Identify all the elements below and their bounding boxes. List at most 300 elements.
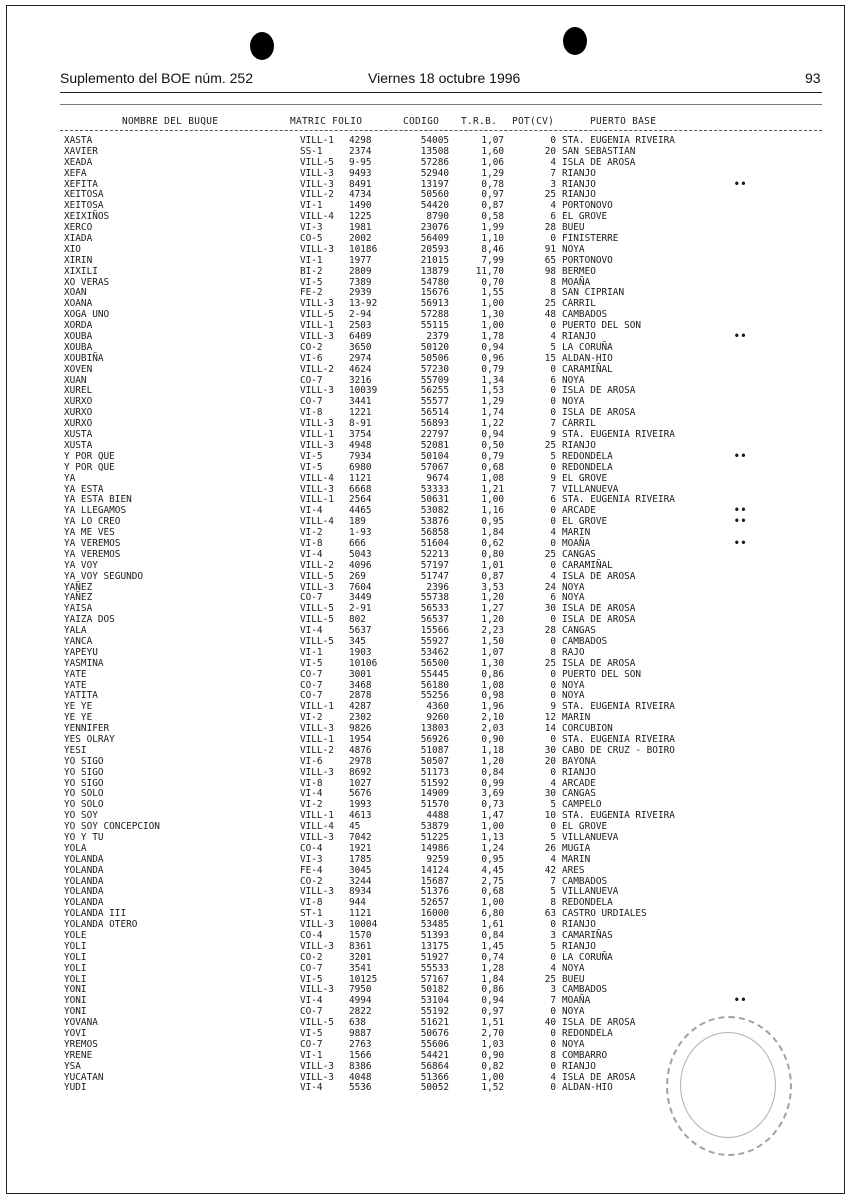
matricula: CO-5 bbox=[300, 233, 323, 245]
potencia: 10 bbox=[544, 810, 556, 822]
folio: 2374 bbox=[349, 145, 372, 157]
matricula: VI-3 bbox=[300, 222, 323, 234]
trb: 8,46 bbox=[481, 243, 504, 255]
vessel-name: YA ESTA BIEN bbox=[64, 494, 132, 506]
potencia: 0 bbox=[550, 385, 556, 397]
matricula: VILL-1 bbox=[300, 733, 334, 745]
potencia: 0 bbox=[550, 690, 556, 702]
potencia: 0 bbox=[550, 135, 556, 146]
folio: 3001 bbox=[349, 668, 372, 680]
trb: 1,99 bbox=[481, 222, 504, 234]
matricula: CO-7 bbox=[300, 668, 323, 680]
codigo: 52657 bbox=[420, 897, 449, 909]
codigo: 13803 bbox=[420, 723, 449, 735]
codigo: 51604 bbox=[420, 537, 449, 549]
codigo: 53462 bbox=[420, 646, 449, 658]
puerto-base: PORTONOVO bbox=[562, 254, 613, 266]
puerto-base: RIANJO bbox=[562, 439, 596, 451]
matricula: VI-8 bbox=[300, 407, 323, 419]
puerto-base: ISLA DE AROSA bbox=[562, 614, 636, 626]
trb: 1,84 bbox=[481, 973, 504, 985]
potencia: 0 bbox=[550, 733, 556, 745]
folio: 45 bbox=[349, 821, 361, 833]
vessel-name: YRENE bbox=[64, 1049, 93, 1061]
vessel-name: YO SOY bbox=[64, 810, 98, 822]
folio: 1-93 bbox=[349, 527, 372, 539]
puerto-base: ISLA DE AROSA bbox=[562, 570, 636, 582]
folio: 4048 bbox=[349, 1071, 372, 1083]
puerto-base: CANGAS bbox=[562, 625, 596, 637]
vessel-name: YE YE bbox=[64, 712, 93, 724]
codigo: 13879 bbox=[420, 265, 449, 277]
trb: 0,62 bbox=[481, 537, 504, 549]
matricula: VILL-3 bbox=[300, 243, 334, 255]
puerto-base: CAMBADOS bbox=[562, 309, 608, 321]
matricula: VI-4 bbox=[300, 788, 323, 800]
trb: 0,70 bbox=[481, 276, 504, 288]
trb: 0,78 bbox=[481, 178, 504, 190]
matricula: VILL-2 bbox=[300, 363, 334, 375]
matricula: VILL-3 bbox=[300, 418, 334, 430]
trb: 0,74 bbox=[481, 951, 504, 963]
codigo: 9260 bbox=[426, 712, 449, 724]
matricula: CO-7 bbox=[300, 396, 323, 408]
folio: 4994 bbox=[349, 995, 372, 1007]
matricula: VI-2 bbox=[300, 527, 323, 539]
potencia: 9 bbox=[550, 472, 556, 484]
vessel-name: YAIZA DOS bbox=[64, 614, 115, 626]
vessel-name: YESI bbox=[64, 744, 87, 756]
vessel-name: YOLI bbox=[64, 940, 87, 952]
trb: 0,86 bbox=[481, 668, 504, 680]
trb: 0,99 bbox=[481, 777, 504, 789]
codigo: 50507 bbox=[420, 755, 449, 767]
codigo: 9674 bbox=[426, 472, 449, 484]
codigo: 51747 bbox=[420, 570, 449, 582]
codigo: 9259 bbox=[426, 853, 449, 865]
potencia: 25 bbox=[544, 298, 556, 310]
codigo: 54421 bbox=[420, 1049, 449, 1061]
folio: 3541 bbox=[349, 962, 372, 974]
row-mark: •• bbox=[734, 505, 748, 517]
trb: 1,00 bbox=[481, 320, 504, 332]
puerto-base: RIANJO bbox=[562, 940, 596, 952]
folio: 5043 bbox=[349, 548, 372, 560]
folio: 8386 bbox=[349, 1060, 372, 1072]
vessel-name: YANCA bbox=[64, 635, 93, 647]
folio: 13-92 bbox=[349, 298, 378, 310]
potencia: 0 bbox=[550, 1006, 556, 1018]
folio: 1121 bbox=[349, 908, 372, 920]
vessel-name: XORDA bbox=[64, 320, 93, 332]
potencia: 20 bbox=[544, 145, 556, 157]
puerto-base: EL GROVE bbox=[562, 821, 608, 833]
codigo: 4488 bbox=[426, 810, 449, 822]
folio: 3650 bbox=[349, 341, 372, 353]
matricula: VILL-3 bbox=[300, 984, 334, 996]
trb: 1,06 bbox=[481, 156, 504, 168]
puerto-base: NOYA bbox=[562, 396, 585, 408]
matricula: VILL-3 bbox=[300, 766, 334, 778]
column-header-name: NOMBRE DEL BUQUE bbox=[122, 116, 219, 127]
folio: 5536 bbox=[349, 1082, 372, 1094]
vessel-name: XERCO bbox=[64, 222, 93, 234]
codigo: 56913 bbox=[420, 298, 449, 310]
puerto-base: ALDAN-HIO bbox=[562, 352, 613, 364]
puerto-base: ISLA DE AROSA bbox=[562, 603, 636, 615]
matricula: VILL-4 bbox=[300, 211, 334, 223]
trb: 1,00 bbox=[481, 897, 504, 909]
puerto-base: RIANJO bbox=[562, 331, 596, 343]
matricula: CO-7 bbox=[300, 1038, 323, 1050]
vessel-name: XURXO bbox=[64, 407, 93, 419]
row-mark: •• bbox=[734, 537, 748, 549]
vessel-name: XURXO bbox=[64, 396, 93, 408]
folio: 1785 bbox=[349, 853, 372, 865]
trb: 1,20 bbox=[481, 755, 504, 767]
codigo: 55738 bbox=[420, 592, 449, 604]
table-row bbox=[0, 572, 853, 583]
folio: 7042 bbox=[349, 832, 372, 843]
puerto-base: VILLANUEVA bbox=[562, 832, 619, 843]
matricula: VILL-3 bbox=[300, 581, 334, 593]
trb: 0,82 bbox=[481, 1060, 504, 1072]
matricula: VI-5 bbox=[300, 450, 323, 462]
vessel-name: YO SIGO bbox=[64, 766, 104, 778]
folio: 1993 bbox=[349, 799, 372, 811]
folio: 2763 bbox=[349, 1038, 372, 1050]
puerto-base: NOYA bbox=[562, 962, 585, 974]
vessel-name: XEFA bbox=[64, 167, 87, 179]
table-row bbox=[0, 964, 853, 975]
potencia: 6 bbox=[550, 211, 556, 223]
puerto-base: EL GROVE bbox=[562, 516, 608, 528]
trb: 1,51 bbox=[481, 1017, 504, 1029]
vessel-name: Y POR QUE bbox=[64, 461, 115, 473]
vessel-name: YOLANDA bbox=[64, 886, 104, 898]
codigo: 53876 bbox=[420, 516, 449, 528]
trb: 1,78 bbox=[481, 331, 504, 343]
folio: 2939 bbox=[349, 287, 372, 299]
potencia: 0 bbox=[550, 505, 556, 517]
matricula: FE-2 bbox=[300, 287, 323, 299]
matricula: VILL-1 bbox=[300, 429, 334, 441]
matricula: VILL-3 bbox=[300, 331, 334, 343]
trb: 0,68 bbox=[481, 461, 504, 473]
puerto-base: MOAÑA bbox=[562, 995, 591, 1007]
potencia: 26 bbox=[544, 842, 556, 854]
potencia: 91 bbox=[544, 243, 556, 255]
trb: 0,94 bbox=[481, 429, 504, 441]
potencia: 0 bbox=[550, 614, 556, 626]
vessel-name: YASMINA bbox=[64, 657, 104, 669]
codigo: 56537 bbox=[420, 614, 449, 626]
vessel-name: YA LO CREO bbox=[64, 516, 121, 528]
potencia: 24 bbox=[544, 581, 556, 593]
puerto-base: CAMARIÑAS bbox=[562, 930, 613, 942]
potencia: 4 bbox=[550, 156, 556, 168]
publication-date: Viernes 18 octubre 1996 bbox=[368, 70, 521, 86]
vessel-name: YA VOY bbox=[64, 559, 98, 571]
folio: 4876 bbox=[349, 744, 372, 756]
vessel-name: XEADA bbox=[64, 156, 93, 168]
matricula: VILL-3 bbox=[300, 1060, 334, 1072]
codigo: 50182 bbox=[420, 984, 449, 996]
potencia: 12 bbox=[544, 712, 556, 724]
matricula: VILL-3 bbox=[300, 832, 334, 843]
puerto-base: VILLANUEVA bbox=[562, 886, 619, 898]
puerto-base: FINISTERRE bbox=[562, 233, 619, 245]
codigo: 51570 bbox=[420, 799, 449, 811]
matricula: VI-1 bbox=[300, 1049, 323, 1061]
potencia: 4 bbox=[550, 200, 556, 212]
folio: 6409 bbox=[349, 331, 372, 343]
trb: 0,87 bbox=[481, 200, 504, 212]
matricula: VI-4 bbox=[300, 995, 323, 1007]
matricula: VILL-4 bbox=[300, 516, 334, 528]
potencia: 4 bbox=[550, 331, 556, 343]
folio: 1027 bbox=[349, 777, 372, 789]
potencia: 0 bbox=[550, 821, 556, 833]
puerto-base: LA CORUÑA bbox=[562, 951, 613, 963]
folio: 638 bbox=[349, 1017, 366, 1029]
vessel-name: XASTA bbox=[64, 135, 93, 146]
matricula: VI-2 bbox=[300, 712, 323, 724]
vessel-name: YREMOS bbox=[64, 1038, 98, 1050]
puerto-base: RIANJO bbox=[562, 919, 596, 931]
trb: 0,95 bbox=[481, 516, 504, 528]
codigo: 53485 bbox=[420, 919, 449, 931]
matricula: VILL-4 bbox=[300, 472, 334, 484]
codigo: 16000 bbox=[420, 908, 449, 920]
puerto-base: CARAMIÑAL bbox=[562, 559, 613, 571]
codigo: 14986 bbox=[420, 842, 449, 854]
matricula: VILL-1 bbox=[300, 810, 334, 822]
trb: 1,13 bbox=[481, 832, 504, 843]
matricula: VILL-3 bbox=[300, 940, 334, 952]
folio: 9493 bbox=[349, 167, 372, 179]
potencia: 0 bbox=[550, 363, 556, 375]
puerto-base: NOYA bbox=[562, 1006, 585, 1018]
matricula: CO-4 bbox=[300, 930, 323, 942]
puerto-base: ISLA DE AROSA bbox=[562, 1071, 636, 1083]
codigo: 2396 bbox=[426, 581, 449, 593]
matricula: VILL-1 bbox=[300, 135, 334, 146]
puerto-base: CAMBADOS bbox=[562, 984, 608, 996]
vessel-name: XAVIER bbox=[64, 145, 98, 157]
trb: 1,00 bbox=[481, 1071, 504, 1083]
potencia: 7 bbox=[550, 995, 556, 1007]
puerto-base: RIANJO bbox=[562, 766, 596, 778]
trb: 1,00 bbox=[481, 298, 504, 310]
header-rule bbox=[60, 92, 822, 93]
codigo: 55577 bbox=[420, 396, 449, 408]
codigo: 55533 bbox=[420, 962, 449, 974]
potencia: 0 bbox=[550, 919, 556, 931]
codigo: 51376 bbox=[420, 886, 449, 898]
potencia: 28 bbox=[544, 222, 556, 234]
vessel-name: XOANA bbox=[64, 298, 93, 310]
puerto-base: ISLA DE AROSA bbox=[562, 657, 636, 669]
codigo: 54005 bbox=[420, 135, 449, 146]
puerto-base: ALDAN-HIO bbox=[562, 1082, 613, 1094]
trb: 2,03 bbox=[481, 723, 504, 735]
trb: 1,28 bbox=[481, 962, 504, 974]
trb: 2,75 bbox=[481, 875, 504, 887]
codigo: 50104 bbox=[420, 450, 449, 462]
potencia: 3 bbox=[550, 178, 556, 190]
vessel-name: XEITOSA bbox=[64, 200, 104, 212]
folio: 3045 bbox=[349, 864, 372, 876]
puerto-base: ISLA DE AROSA bbox=[562, 407, 636, 419]
vessel-name: YOLANDA bbox=[64, 864, 104, 876]
codigo: 50120 bbox=[420, 341, 449, 353]
matricula: CO-7 bbox=[300, 679, 323, 691]
vessel-name: YOLANDA III bbox=[64, 908, 127, 920]
potencia: 65 bbox=[544, 254, 556, 266]
trb: 1,20 bbox=[481, 592, 504, 604]
folio: 2822 bbox=[349, 1006, 372, 1018]
folio: 2974 bbox=[349, 352, 372, 364]
puerto-base: RIANJO bbox=[562, 1060, 596, 1072]
puerto-base: ARES bbox=[562, 864, 585, 876]
trb: 0,86 bbox=[481, 984, 504, 996]
vessel-name: XO VERAS bbox=[64, 276, 110, 288]
vessel-name: YAPEYU bbox=[64, 646, 98, 658]
puerto-base: REDONDELA bbox=[562, 461, 613, 473]
matricula: VI-8 bbox=[300, 897, 323, 909]
puerto-base: MARIN bbox=[562, 527, 591, 539]
matricula: VILL-5 bbox=[300, 614, 334, 626]
vessel-name: XUSTA bbox=[64, 439, 93, 451]
trb: 1,52 bbox=[481, 1082, 504, 1094]
trb: 1,24 bbox=[481, 842, 504, 854]
potencia: 8 bbox=[550, 897, 556, 909]
folio: 2302 bbox=[349, 712, 372, 724]
matricula: VILL-5 bbox=[300, 1017, 334, 1029]
matricula: VILL-3 bbox=[300, 385, 334, 397]
codigo: 56926 bbox=[420, 733, 449, 745]
puerto-base: STA. EUGENIA RIVEIRA bbox=[562, 733, 675, 745]
folio: 6668 bbox=[349, 483, 372, 495]
potencia: 40 bbox=[544, 1017, 556, 1029]
puerto-base: ISLA DE AROSA bbox=[562, 1017, 636, 1029]
puerto-base: PUERTO DEL SON bbox=[562, 320, 642, 332]
trb: 1,21 bbox=[481, 483, 504, 495]
row-mark: •• bbox=[734, 516, 748, 528]
codigo: 53333 bbox=[420, 483, 449, 495]
potencia: 0 bbox=[550, 396, 556, 408]
trb: 0,97 bbox=[481, 1006, 504, 1018]
puerto-base: ARCADE bbox=[562, 777, 596, 789]
vessel-name: YA ESTA bbox=[64, 483, 104, 495]
folio: 8934 bbox=[349, 886, 372, 898]
trb: 0,73 bbox=[481, 799, 504, 811]
puerto-base: VILLANUEVA bbox=[562, 483, 619, 495]
vessel-name: YONI bbox=[64, 984, 87, 996]
vessel-name: YO SOLO bbox=[64, 788, 104, 800]
codigo: 50560 bbox=[420, 189, 449, 201]
folio: 2978 bbox=[349, 755, 372, 767]
puerto-base: NOYA bbox=[562, 592, 585, 604]
matricula: CO-7 bbox=[300, 690, 323, 702]
potencia: 5 bbox=[550, 940, 556, 952]
folio: 2-91 bbox=[349, 603, 372, 615]
vessel-name: XUREL bbox=[64, 385, 93, 397]
codigo: 57286 bbox=[420, 156, 449, 168]
codigo: 52213 bbox=[420, 548, 449, 560]
vessel-name: YOLI bbox=[64, 951, 87, 963]
potencia: 5 bbox=[550, 832, 556, 843]
matricula: BI-2 bbox=[300, 265, 323, 277]
matricula: CO-7 bbox=[300, 1006, 323, 1018]
vessel-name: YONI bbox=[64, 1006, 87, 1018]
trb: 0,90 bbox=[481, 1049, 504, 1061]
vessel-name: YO SIGO bbox=[64, 755, 104, 767]
puerto-base: MARIN bbox=[562, 712, 591, 724]
codigo: 20593 bbox=[420, 243, 449, 255]
vessel-name: XIRIN bbox=[64, 254, 93, 266]
trb: 0,98 bbox=[481, 690, 504, 702]
puerto-base: CARRIL bbox=[562, 418, 596, 430]
matricula: CO-7 bbox=[300, 962, 323, 974]
folio: 5637 bbox=[349, 625, 372, 637]
trb: 0,84 bbox=[481, 766, 504, 778]
potencia: 0 bbox=[550, 635, 556, 647]
codigo: 4360 bbox=[426, 701, 449, 713]
trb: 0,84 bbox=[481, 930, 504, 942]
vessel-name: YAÑEZ bbox=[64, 592, 93, 604]
matricula: CO-2 bbox=[300, 951, 323, 963]
potencia: 0 bbox=[550, 1082, 556, 1094]
trb: 1,60 bbox=[481, 145, 504, 157]
vessel-name: YSA bbox=[64, 1060, 81, 1072]
matricula: VILL-3 bbox=[300, 439, 334, 451]
matricula: VI-5 bbox=[300, 973, 323, 985]
official-seal-inner bbox=[680, 1032, 776, 1138]
potencia: 25 bbox=[544, 973, 556, 985]
potencia: 8 bbox=[550, 276, 556, 288]
puerto-base: NOYA bbox=[562, 1038, 585, 1050]
codigo: 56180 bbox=[420, 679, 449, 691]
matricula: VILL-1 bbox=[300, 320, 334, 332]
codigo: 51366 bbox=[420, 1071, 449, 1083]
folio: 4624 bbox=[349, 363, 372, 375]
puerto-base: LA CORUÑA bbox=[562, 341, 613, 353]
folio: 3201 bbox=[349, 951, 372, 963]
trb: 0,79 bbox=[481, 450, 504, 462]
vessel-name: XURXO bbox=[64, 418, 93, 430]
folio: 10039 bbox=[349, 385, 378, 397]
vessel-name: YO SOLO bbox=[64, 799, 104, 811]
folio: 9-95 bbox=[349, 156, 372, 168]
matricula: VI-1 bbox=[300, 254, 323, 266]
folio: 4734 bbox=[349, 189, 372, 201]
matricula: VI-1 bbox=[300, 646, 323, 658]
trb: 1,10 bbox=[481, 233, 504, 245]
codigo: 51927 bbox=[420, 951, 449, 963]
matricula: VI-6 bbox=[300, 352, 323, 364]
puerto-base: NOYA bbox=[562, 690, 585, 702]
trb: 1,29 bbox=[481, 396, 504, 408]
trb: 1,22 bbox=[481, 418, 504, 430]
trb: 1,74 bbox=[481, 407, 504, 419]
matricula: VILL-3 bbox=[300, 886, 334, 898]
vessel-name: YA VEREMOS bbox=[64, 537, 121, 549]
row-mark: •• bbox=[734, 331, 748, 343]
folio: 1566 bbox=[349, 1049, 372, 1061]
potencia: 3 bbox=[550, 984, 556, 996]
